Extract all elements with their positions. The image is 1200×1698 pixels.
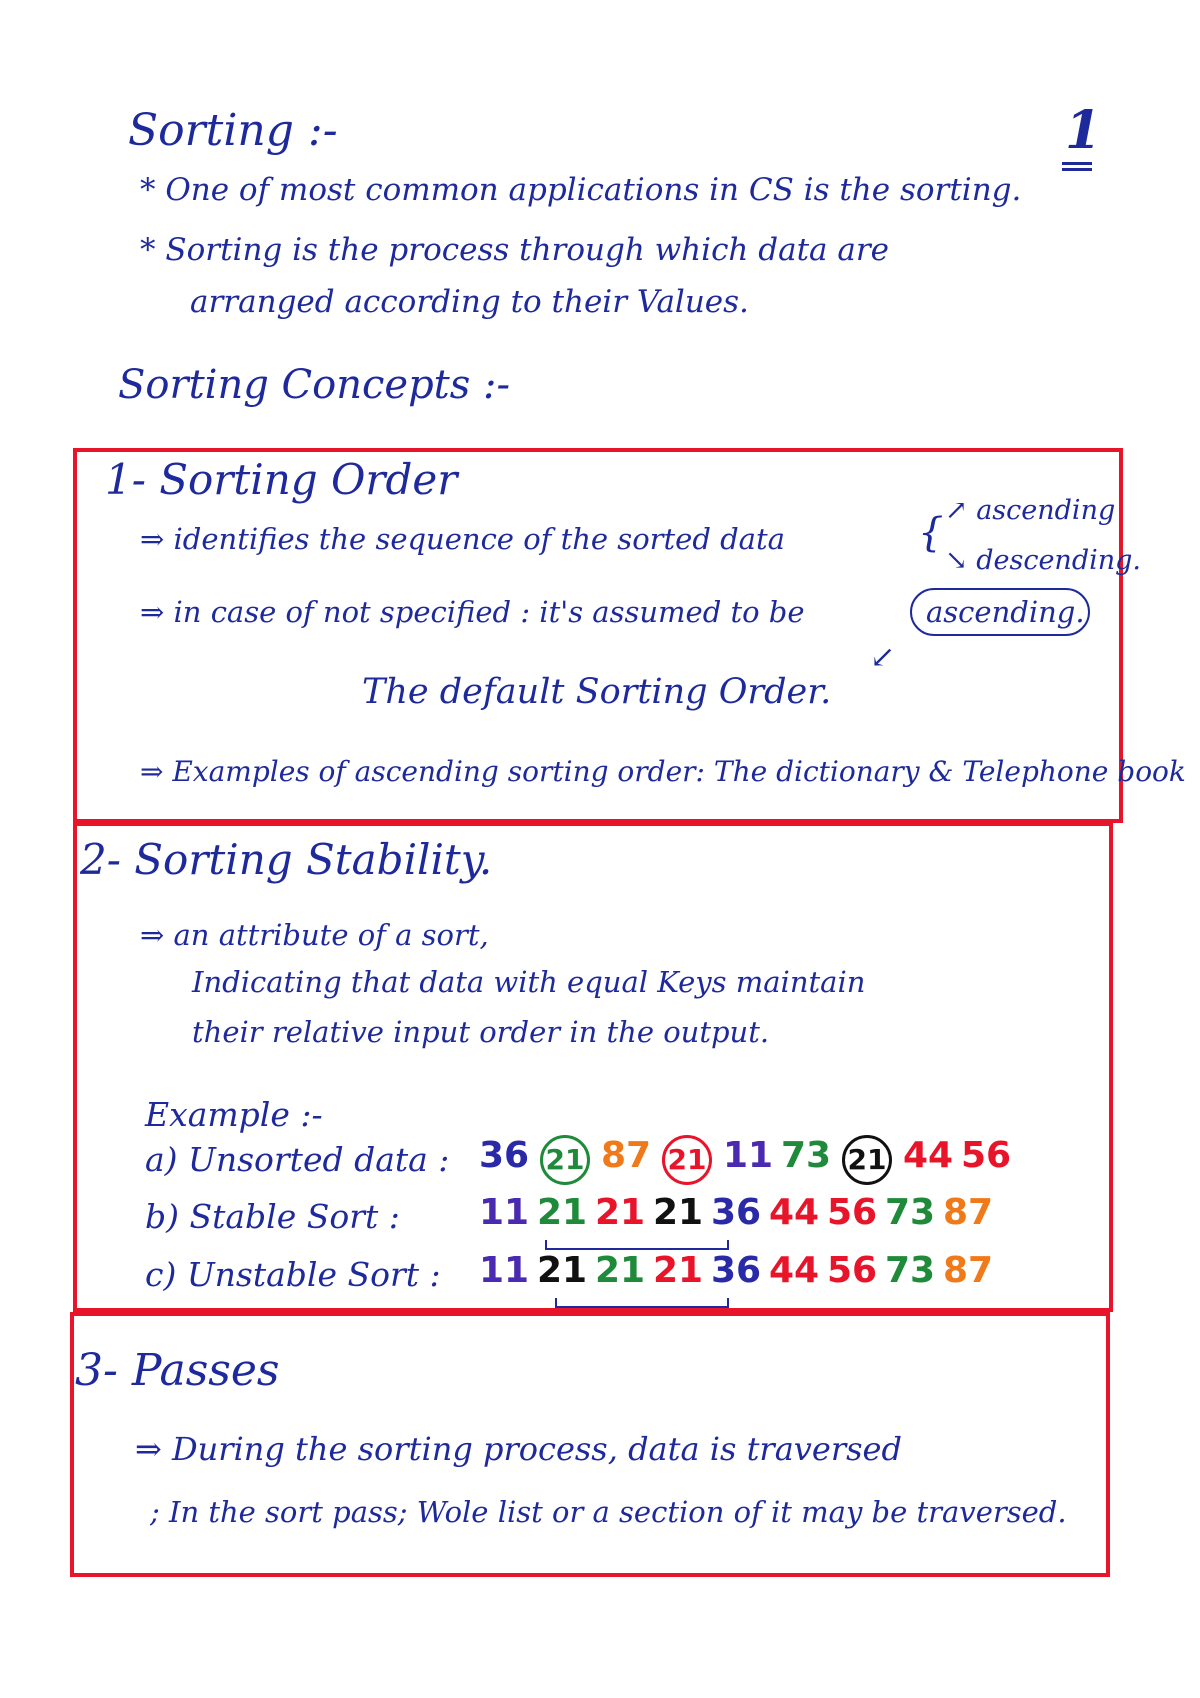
section-title: 3- Passes (75, 1345, 280, 1396)
intro-line: arranged according to their Values. (190, 284, 749, 320)
intro-line: * One of most common applications in CS is the sorting. (140, 172, 1022, 208)
number-value: 21 (536, 1250, 588, 1291)
number-value: 73 (884, 1192, 936, 1233)
number-value: 11 (478, 1250, 530, 1291)
number-value: 21 (594, 1192, 646, 1233)
row-label-unstable: c) Unstable Sort : (145, 1255, 441, 1294)
number-value: 56 (960, 1135, 1012, 1176)
number-value: 21 (652, 1192, 704, 1233)
intro-line: * Sorting is the process through which data are (140, 232, 890, 268)
section-title: 1- Sorting Order (105, 455, 458, 504)
number-value: 36 (710, 1192, 762, 1233)
row-label-unsorted: a) Unsorted data : (145, 1140, 450, 1179)
number-value: 11 (478, 1192, 530, 1233)
section-line: ⇒ in case of not specified : it's assumed to be (140, 595, 805, 629)
number-value: 87 (942, 1192, 994, 1233)
number-value: 56 (826, 1250, 878, 1291)
group-bracket (545, 1240, 729, 1250)
section-line: ⇒ Examples of ascending sorting order: The dictionary & Telephone book (140, 755, 1186, 788)
page-number-underline (1062, 162, 1092, 165)
page-number-underline (1062, 168, 1092, 171)
number-value: 73 (884, 1250, 936, 1291)
page-number: 1 (1065, 100, 1102, 161)
number-value: 87 (600, 1135, 652, 1176)
group-bracket (555, 1298, 729, 1308)
number-value: 56 (826, 1192, 878, 1233)
row-label-stable: b) Stable Sort : (145, 1197, 400, 1236)
example-label: Example :- (145, 1095, 323, 1134)
section-line: their relative input order in the output. (192, 1015, 770, 1049)
branch-brace: { (918, 510, 944, 556)
branch-descending: ↘ descending. (945, 545, 1141, 576)
number-value: 36 (710, 1250, 762, 1291)
page-title: Sorting :- (128, 105, 338, 156)
section-line: Indicating that data with equal Keys maintain (192, 965, 866, 999)
curved-arrow-icon: ↙ (870, 640, 896, 675)
number-value: 21 (662, 1135, 712, 1185)
number-value: 21 (536, 1192, 588, 1233)
number-value: 21 (842, 1135, 892, 1185)
number-value: 21 (540, 1135, 590, 1185)
number-value: 87 (942, 1250, 994, 1291)
number-row-unsorted (475, 1135, 1015, 1185)
number-value: 44 (768, 1250, 820, 1291)
section-title: 2- Sorting Stability. (80, 835, 493, 884)
concepts-heading: Sorting Concepts :- (118, 362, 510, 408)
number-value: 11 (722, 1135, 774, 1176)
number-value: 21 (652, 1250, 704, 1291)
section-line: ⇒ During the sorting process, data is traversed (135, 1430, 902, 1468)
section-line: ⇒ identifies the sequence of the sorted data (140, 522, 785, 556)
section-line: ; In the sort pass; Wole list or a section of it may be traversed. (150, 1495, 1067, 1529)
number-value: 21 (594, 1250, 646, 1291)
circled-word: ascending. (926, 595, 1085, 629)
number-value: 73 (780, 1135, 832, 1176)
number-value: 36 (478, 1135, 530, 1176)
default-note: The default Sorting Order. (362, 672, 832, 712)
number-value: 44 (768, 1192, 820, 1233)
number-row-stable (475, 1192, 997, 1233)
branch-ascending: ↗ ascending (945, 495, 1116, 526)
section-box-sorting-stability (73, 822, 1113, 1312)
section-line: ⇒ an attribute of a sort, (140, 918, 489, 952)
number-row-unstable (475, 1250, 997, 1291)
number-value: 44 (902, 1135, 954, 1176)
